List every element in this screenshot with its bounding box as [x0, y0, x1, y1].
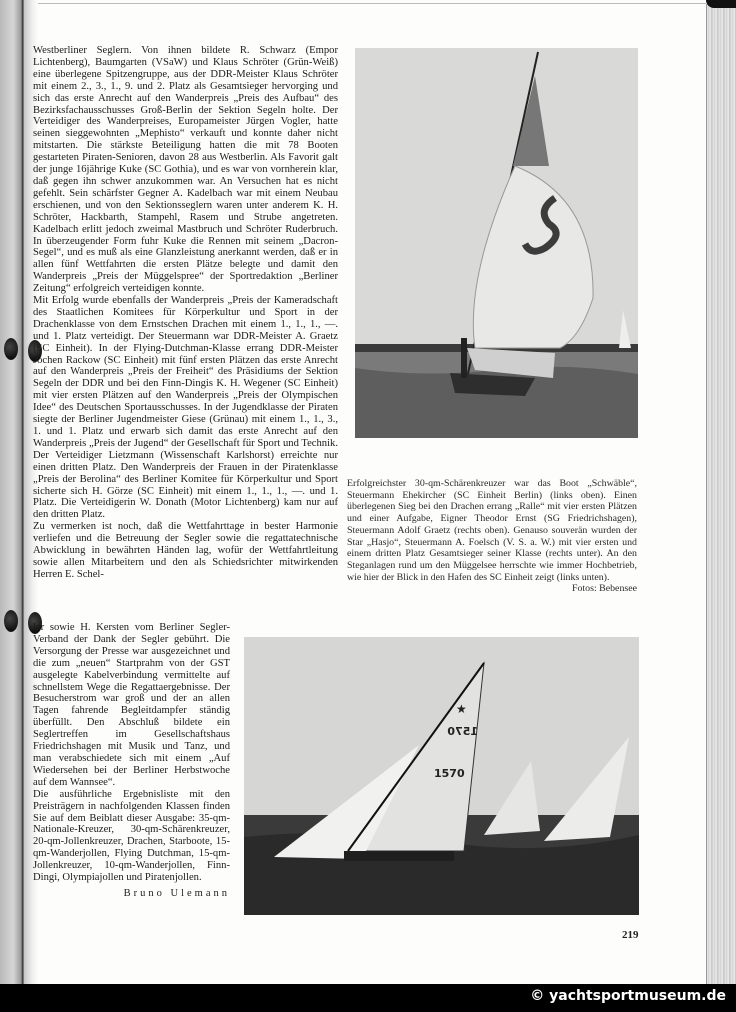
photo-credit: Fotos: Bebensee	[571, 583, 637, 595]
page-top-edge	[38, 3, 706, 4]
article-paragraph: Westberliner Seglern. Von ihnen bildete R. Schwarz (Empor Lichtenberg), Baumgarten (VSaW) und Klaus Schröter (Grün-Weiß) eine überlegene Spitzengruppe, aus der DDR-Meister Klaus Schröter mit einem 2., 3., 1., 9. und 2. Platz als Gesamtsieger hervorging und sich das erste Anrecht auf den Wanderpreis „Preis des Aufbau“ des Bezirksfachausschusses Groß-Berlin der Sektion Segeln holte. Der Verteidiger des Wanderpreises, Europameister Jürgen Vogler, hatte seinen sieggewohnten „Mephisto“ verkauft und konnte daher nicht mitstarten. Die stärkste Beteiligung hatten die mit 78 Booten gestarteten Piraten-Senioren, davon 28 aus Westberlin. Als Favorit galt der junge 16jährige Kuke (SC Gothia), und es war von vornherein klar, daß gegen ihn schwer anzukommen war. An Versuchen hat es nicht gefehlt. Sein schärfster Gegner A. Kadelbach war mit einem Neubau erschienen, und von den Sektionsseglern waren unter anderem K. H. Schröter, Hackbarth, Stampehl, Rasem und Strube angetreten. Kadelbach erlitt jedoch zweimal Mastbruch und Schröter Ruderbruch. In überzeugender Form fuhr Kuke die Rennen mit seinem „Dacron-Segel“, und es muß als eine Glanzleistung anerkannt werden, daß er in allen fünf Wettfahrten die ersten Plätze belegte und damit den Wanderpreis „Preis der Müggelspree“ der Sportredaktion „Berliner Zeitung“ erfolgreich verteidigen konnte.	[33, 45, 338, 295]
photo-dragon-boat	[355, 48, 638, 438]
watermark: © yachtsportmuseum.de	[530, 988, 726, 1004]
photo-caption	[347, 478, 637, 595]
article-paragraph: Mit Erfolg wurde ebenfalls der Wanderpreis „Preis der Kameradschaft des Staatlichen Komitees für Körperkultur und Sport in der Drachenklasse von dem Ernstschen Drachen mit einem 1., 1., 1., —. und 1. Platz verteidigt. Der Steuermann war DDR-Meister A. Graetz (SC Einheit). In der Flying-Dutchman-Klasse errang DDR-Meister Jochen Rackow (SC Einheit) mit fünf ersten Plätzen das erste Anrecht auf den Wanderpreis „Preis der Freiheit“ des Präsidiums der Sektion Segeln der DDR und bei den Finn-Dingis K. H. Wegener (SC Einheit) mit vier ersten Plätzen auf den Wanderpreis „Preis der Olympischen Idee“ des Deutschen Sportausschusses. In der Jugendklasse der Piraten siegte der Berliner Jugendmeister Giese (Grünau) mit einem 1., 1., 3., 1. und 1. Platz und erwarb sich damit das erste Anrecht auf den Wanderpreis „Preis der Jugend“ der Gesellschaft für Sport und Technik. Der Verteidiger Lietzmann (Wissenschaft Karlshorst) erreichte nur einen dritten Platz. Den Wanderpreis der Frauen in der Piratenklasse „Preis der Berolina“ des Berliner Komitee für Körperkultur und Sport sicherte sich H. Görze (SC Einheit) mit einem 1., 1., 1., —. und 1. Platz. Die Verteidigerin W. Donath (Motor Lichtenberg) kam nur auf den dritten Platz.	[33, 295, 338, 521]
binding-hole	[4, 610, 18, 632]
binding-hole	[4, 338, 18, 360]
page-stack-edge	[706, 4, 736, 984]
sail-number: 1570	[434, 767, 465, 780]
article-column-narrow	[33, 622, 230, 900]
page-number: 219	[622, 929, 639, 941]
article-column-main	[33, 45, 338, 581]
article-paragraph: Zu vermerken ist noch, daß die Wettfahrttage in bester Harmonie verliefen und die Betreuung der Segler sowie die regattatechnische Abwicklung in bewährten Händen lag, wofür der Wettfahrtleitung sowie allen Mitarbeitern und den als Schiedsrichter mitwirkenden Herren E. Schel-	[33, 521, 338, 580]
photo-star-boats	[244, 637, 639, 915]
star-emblem-icon: ★	[456, 702, 467, 716]
dragon-sailboat-illustration	[355, 48, 638, 438]
author-byline: Bruno Ulemann	[123, 887, 230, 899]
star-boats-illustration	[244, 637, 639, 915]
page-stack-shadow	[706, 0, 736, 8]
article-paragraph: ler sowie H. Kersten vom Berliner Segler-Verband der Dank der Segler gebührt. Die Versorgung der Presse war ausgezeichnet und die zum „neuen“ Startprahm von der GST ausgelegte Kabelverbindung vermittelte auf schnellstem Wege die Regattaergebnisse. Der Besucherstrom war groß und der an allen Tagen fahrende Begleitdampfer ständig überfüllt. Den Abschluß bildete ein Seglertreffen im Gesellschaftshaus Friedrichshagen mit Musik und Tanz, und man verabschiedete sich mit einem „Auf Wiedersehen bei der Berliner Herbstwoche auf dem Wannsee“.	[33, 622, 230, 788]
article-paragraph: Die ausführliche Ergebnisliste mit den Preisträgern in nachfolgenden Klassen finden Sie auf dem Beiblatt dieser Ausgabe: 35-qm-Nationale-Kreuzer, 30-qm-Schärenkreuzer, 20-qm-Jollenkreuzer, Drachen, Starboote, 15-qm-Wanderjollen, Flying Dutchman, 15-qm-Jollenkreuzer, 10-qm-Wanderjollen, Finn-Dingi, Olympiajollen und Piratenjollen.	[33, 788, 230, 884]
caption-text: Erfolgreichster 30-qm-Schärenkreuzer war das Boot „Schwäble“, Steuermann Ehekircher (SC Einheit Berlin) (links oben). Einen überlegenen Sieg bei den Drachen errang „Ralle“ mit vier ersten Plätzen und einer Aufgabe, Eigner Theodor Ernst (SG Friedrichshagen), Steuermann Adolf Graetz (rechts oben). Genauso souverän wurden der Star „Hasjo“, Steuermann A. Foelsch (V. S. a. W.) mit vier ersten und einem dritten Platz Gesamtsieger seiner Klasse (rechts unter). An den Steganlagen rund um den Müggelsee herrschte wie immer Hochbetrieb, wie hier der Blick in den Hafen des SC Einheit zeigt (links unten).	[347, 478, 637, 583]
sail-number-mirrored: 1570	[447, 725, 478, 738]
